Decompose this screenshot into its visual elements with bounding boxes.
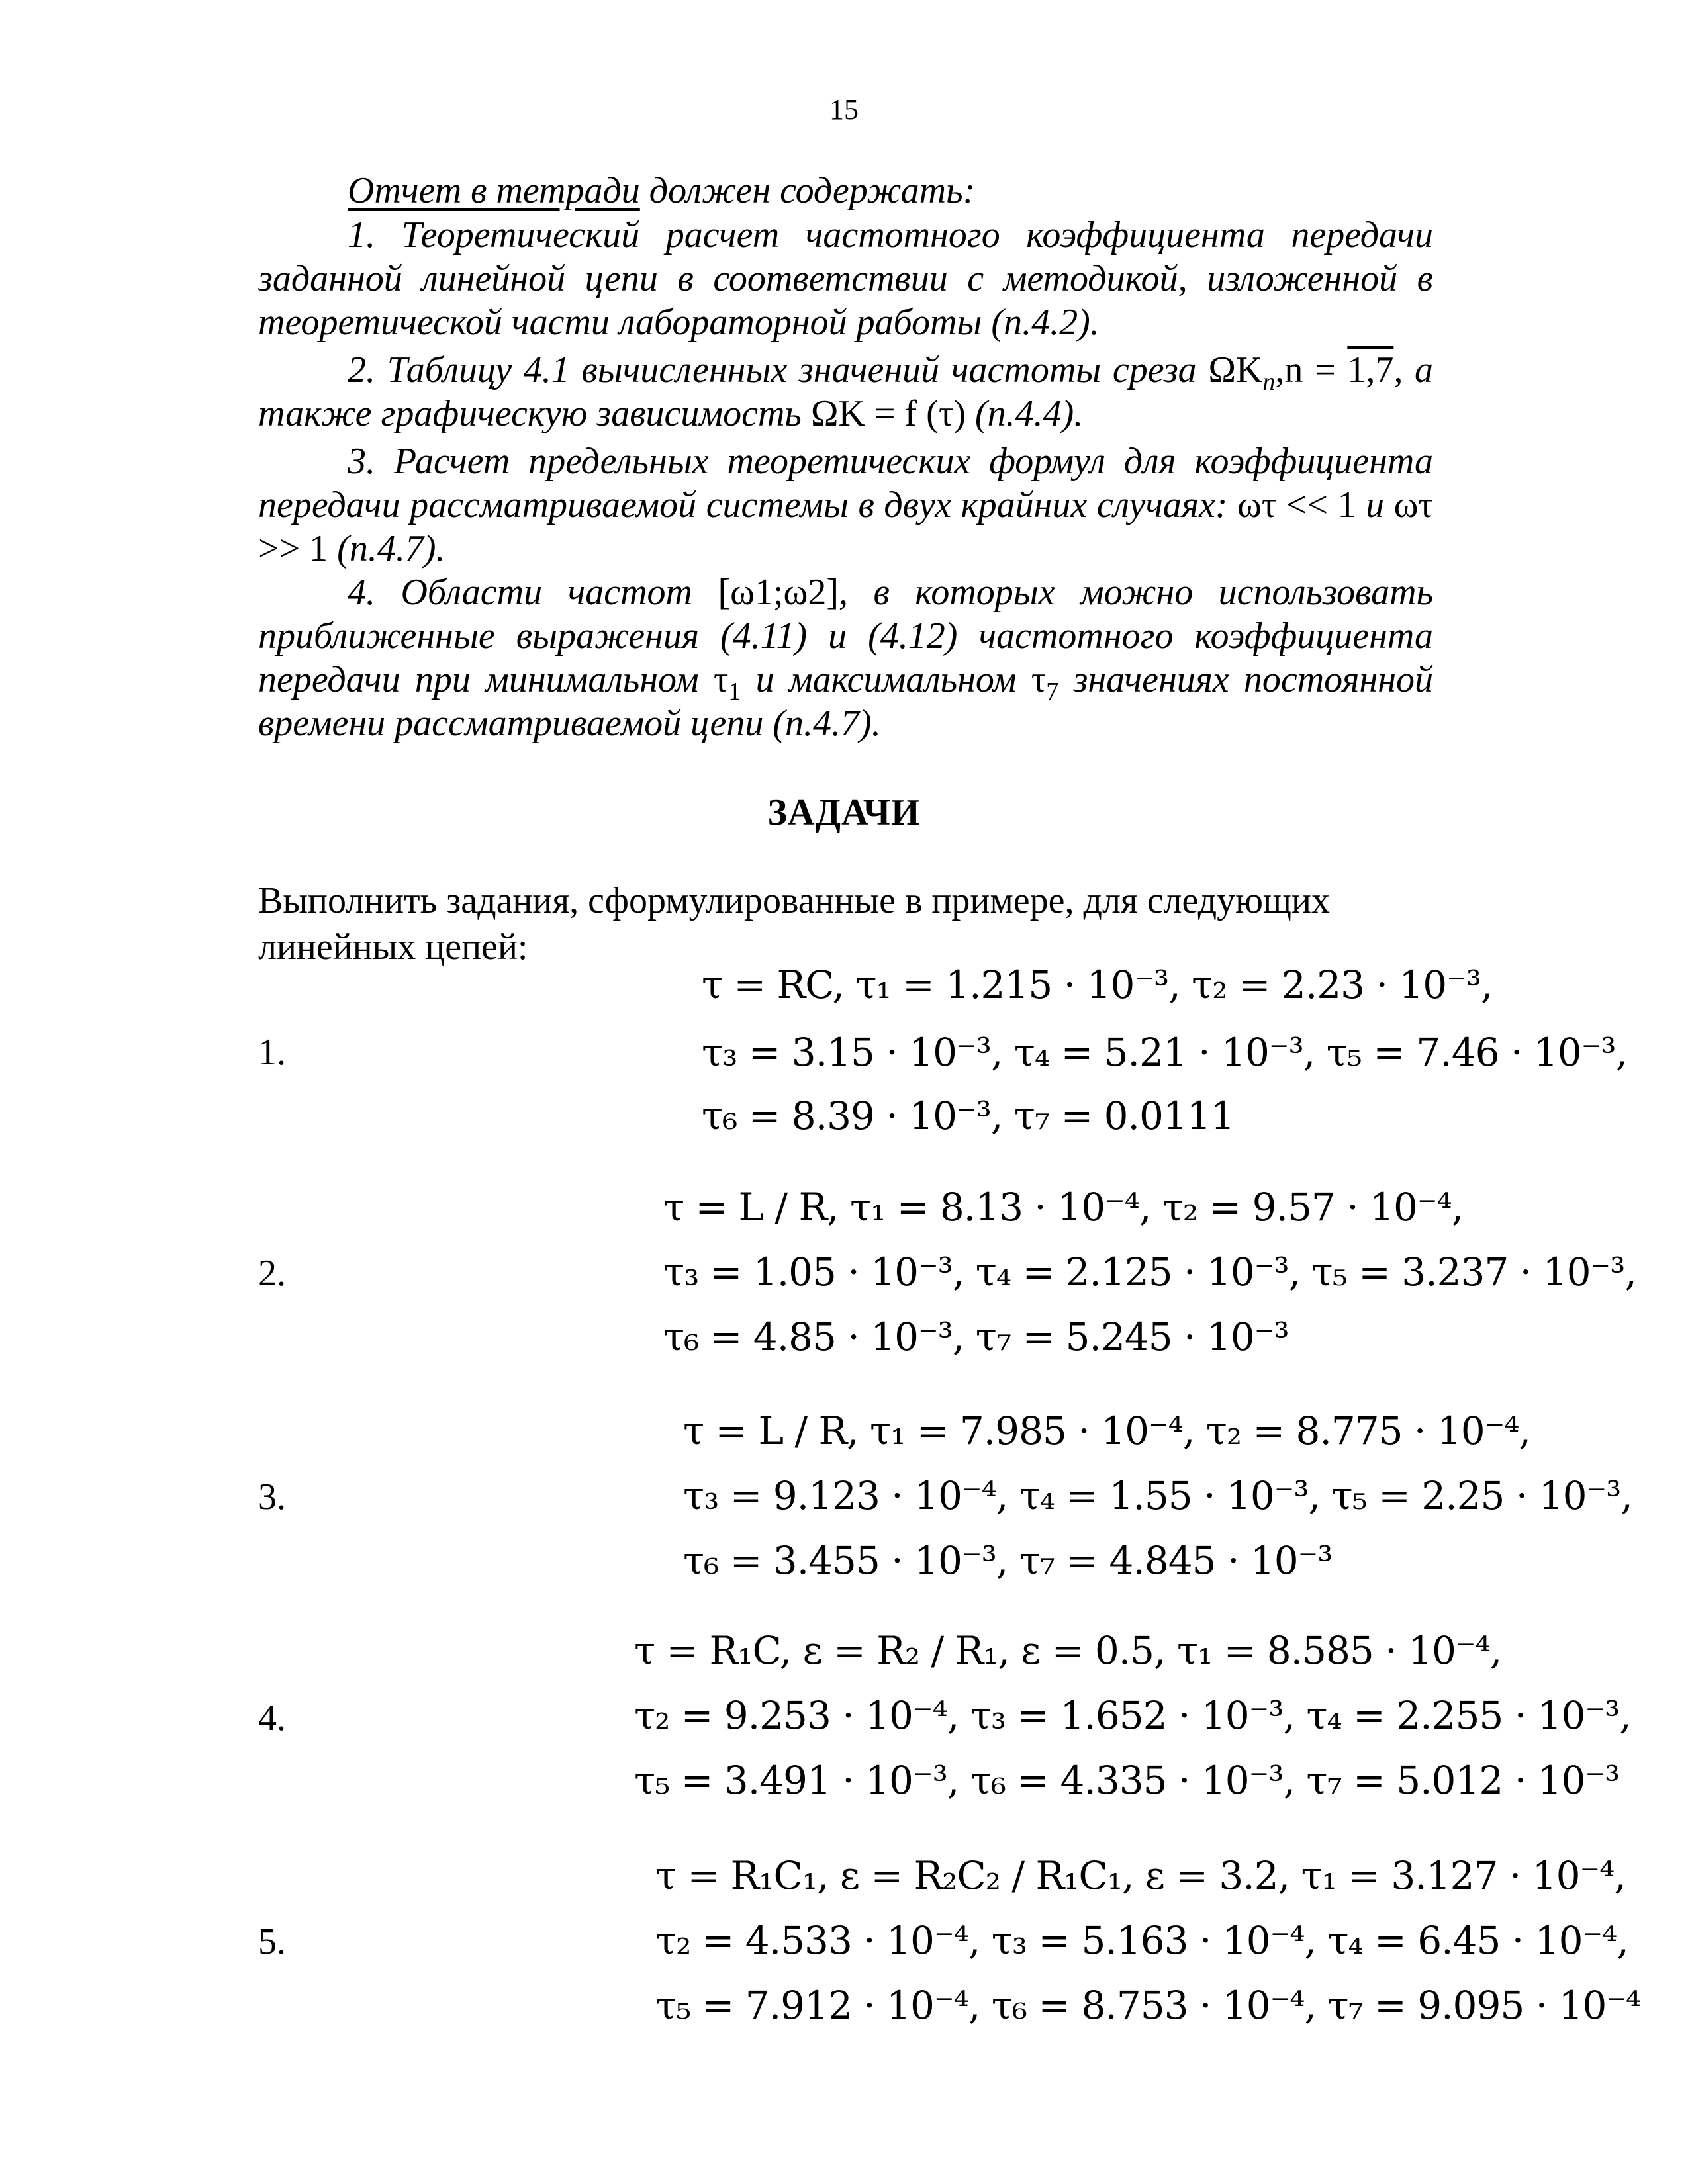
- report-item-1-text: 1. Теоретический расчет частотного коэффициента передачи заданной линейной цепи в соответствии с методикой, изложенной в теоретической части лабораторной работы (п.4.2).: [258, 214, 1433, 343]
- task-2-number: 2.: [258, 1253, 286, 1294]
- report-item-3-text-b: и: [1356, 484, 1394, 525]
- report-item-4-math-tau1: [713, 659, 741, 705]
- report-item-4-text-b: , в которых можно использовать приближенные выражения (4.11) и (4.12) частотного коэффициента передачи при минимальном: [258, 572, 1434, 700]
- report-item-4-math-tau7: [1031, 659, 1059, 705]
- task-4-line-2: τ₂ = 9.253 · 10⁻⁴, τ₃ = 1.652 · 10⁻³, τ₄ = 2.255 · 10⁻³,: [634, 1693, 1631, 1738]
- report-item-1: [258, 213, 1433, 344]
- report-item-4-text-c: и максимальном: [741, 659, 1031, 700]
- task-3-line-3: τ₆ = 3.455 · 10⁻³, τ₇ = 4.845 · 10⁻³: [683, 1538, 1333, 1583]
- tau-min: τ: [713, 659, 729, 700]
- range-overline: 1,7: [1347, 349, 1394, 390]
- task-5-number: 5.: [258, 1921, 286, 1962]
- task-2-line-1: τ = L / R, τ₁ = 8.13 · 10⁻⁴, τ₂ = 9.57 · 10⁻⁴,: [663, 1185, 1464, 1230]
- task-1-line-2: τ₃ = 3.15 · 10⁻³, τ₄ = 5.21 · 10⁻³, τ₅ = 7.46 · 10⁻³,: [702, 1030, 1627, 1075]
- task-4-number: 4.: [258, 1698, 286, 1739]
- tau-min-sub: 1: [728, 678, 741, 705]
- task-3-line-1: τ = L / R, τ₁ = 7.985 · 10⁻⁴, τ₂ = 8.775 · 10⁻⁴,: [683, 1408, 1530, 1453]
- report-item-2: [258, 348, 1433, 435]
- report-item-4: [258, 570, 1433, 745]
- task-5-line-1: τ = R₁C₁, ε = R₂C₂ / R₁C₁, ε = 3.2, τ₁ = 3.127 · 10⁻⁴,: [655, 1853, 1626, 1898]
- task-1-line-3: τ₆ = 8.39 · 10⁻³, τ₇ = 0.0111: [702, 1093, 1235, 1138]
- task-3-line-2: τ₃ = 9.123 · 10⁻⁴, τ₄ = 1.55 · 10⁻³, τ₅ = 2.25 · 10⁻³,: [683, 1473, 1632, 1518]
- report-item-3-text-c: (п.4.7).: [328, 528, 445, 569]
- task-3-number: 3.: [258, 1477, 286, 1518]
- section-title: ЗАДАЧИ: [767, 792, 921, 833]
- omega-k-sub: n: [1262, 368, 1276, 396]
- intro-text: Выполнить задания, сформулированные в примере, для следующих линейных цепей:: [258, 880, 1331, 968]
- task-4-line-1: τ = R₁C, ε = R₂ / R₁, ε = 0.5, τ₁ = 8.585 · 10⁻⁴,: [634, 1628, 1502, 1673]
- task-1-number: 1.: [258, 1032, 286, 1073]
- task-2-line-3: τ₆ = 4.85 · 10⁻³, τ₇ = 5.245 · 10⁻³: [663, 1314, 1289, 1359]
- report-item-3-math-2: ωτ >> 1: [258, 484, 1434, 569]
- report-heading-rest: должен содержать:: [639, 170, 976, 211]
- report-item-2-text-a: 2. Таблицу 4.1 вычисленных значений частоты среза: [348, 349, 1209, 390]
- report-item-3-math-1: ωτ << 1: [1237, 484, 1356, 525]
- task-2-line-2: τ₃ = 1.05 · 10⁻³, τ₄ = 2.125 · 10⁻³, τ₅ = 3.237 · 10⁻³,: [663, 1250, 1636, 1295]
- task-5-line-2: τ₂ = 4.533 · 10⁻⁴, τ₃ = 5.163 · 10⁻⁴, τ₄ = 6.45 · 10⁻⁴,: [655, 1918, 1628, 1963]
- report-item-3-text-a: 3. Расчет предельных теоретических формул для коэффициента передачи рассматриваемой системы в двух крайних случаях:: [258, 441, 1433, 525]
- report-item-2-math-function: ΩK = f (τ): [810, 393, 966, 434]
- report-item-3: [258, 439, 1433, 570]
- report-item-2-math-omega-k: [1208, 349, 1394, 396]
- report-item-4-text-a: 4. Области частот: [348, 572, 718, 613]
- report-heading: [348, 169, 975, 212]
- omega-k: ΩK: [1208, 349, 1263, 390]
- report-item-2-text-c: (п.4.4).: [965, 393, 1084, 434]
- report-item-4-text-d: значениях постоянной времени рассматриваемой цепи (п.4.7).: [258, 659, 1434, 744]
- task-1-line-1: τ = RC, τ₁ = 1.215 · 10⁻³, τ₂ = 2.23 · 10⁻³,: [702, 962, 1493, 1007]
- report-item-4-math-range: [ω1;ω2]: [718, 572, 839, 613]
- tau-max: τ: [1031, 659, 1047, 700]
- tau-max-sub: 7: [1046, 678, 1059, 705]
- report-item-2-text-b: , а также графическую зависимость: [258, 349, 1433, 434]
- n-equals: ,n =: [1275, 349, 1348, 390]
- task-4-line-3: τ₅ = 3.491 · 10⁻³, τ₆ = 4.335 · 10⁻³, τ₇ = 5.012 · 10⁻³: [634, 1758, 1620, 1803]
- report-heading-underlined: Отчет в тетради: [348, 170, 640, 211]
- task-5-line-3: τ₅ = 7.912 · 10⁻⁴, τ₆ = 8.753 · 10⁻⁴, τ₇ = 9.095 · 10⁻⁴: [655, 1983, 1641, 2028]
- page-number: 15: [829, 93, 859, 126]
